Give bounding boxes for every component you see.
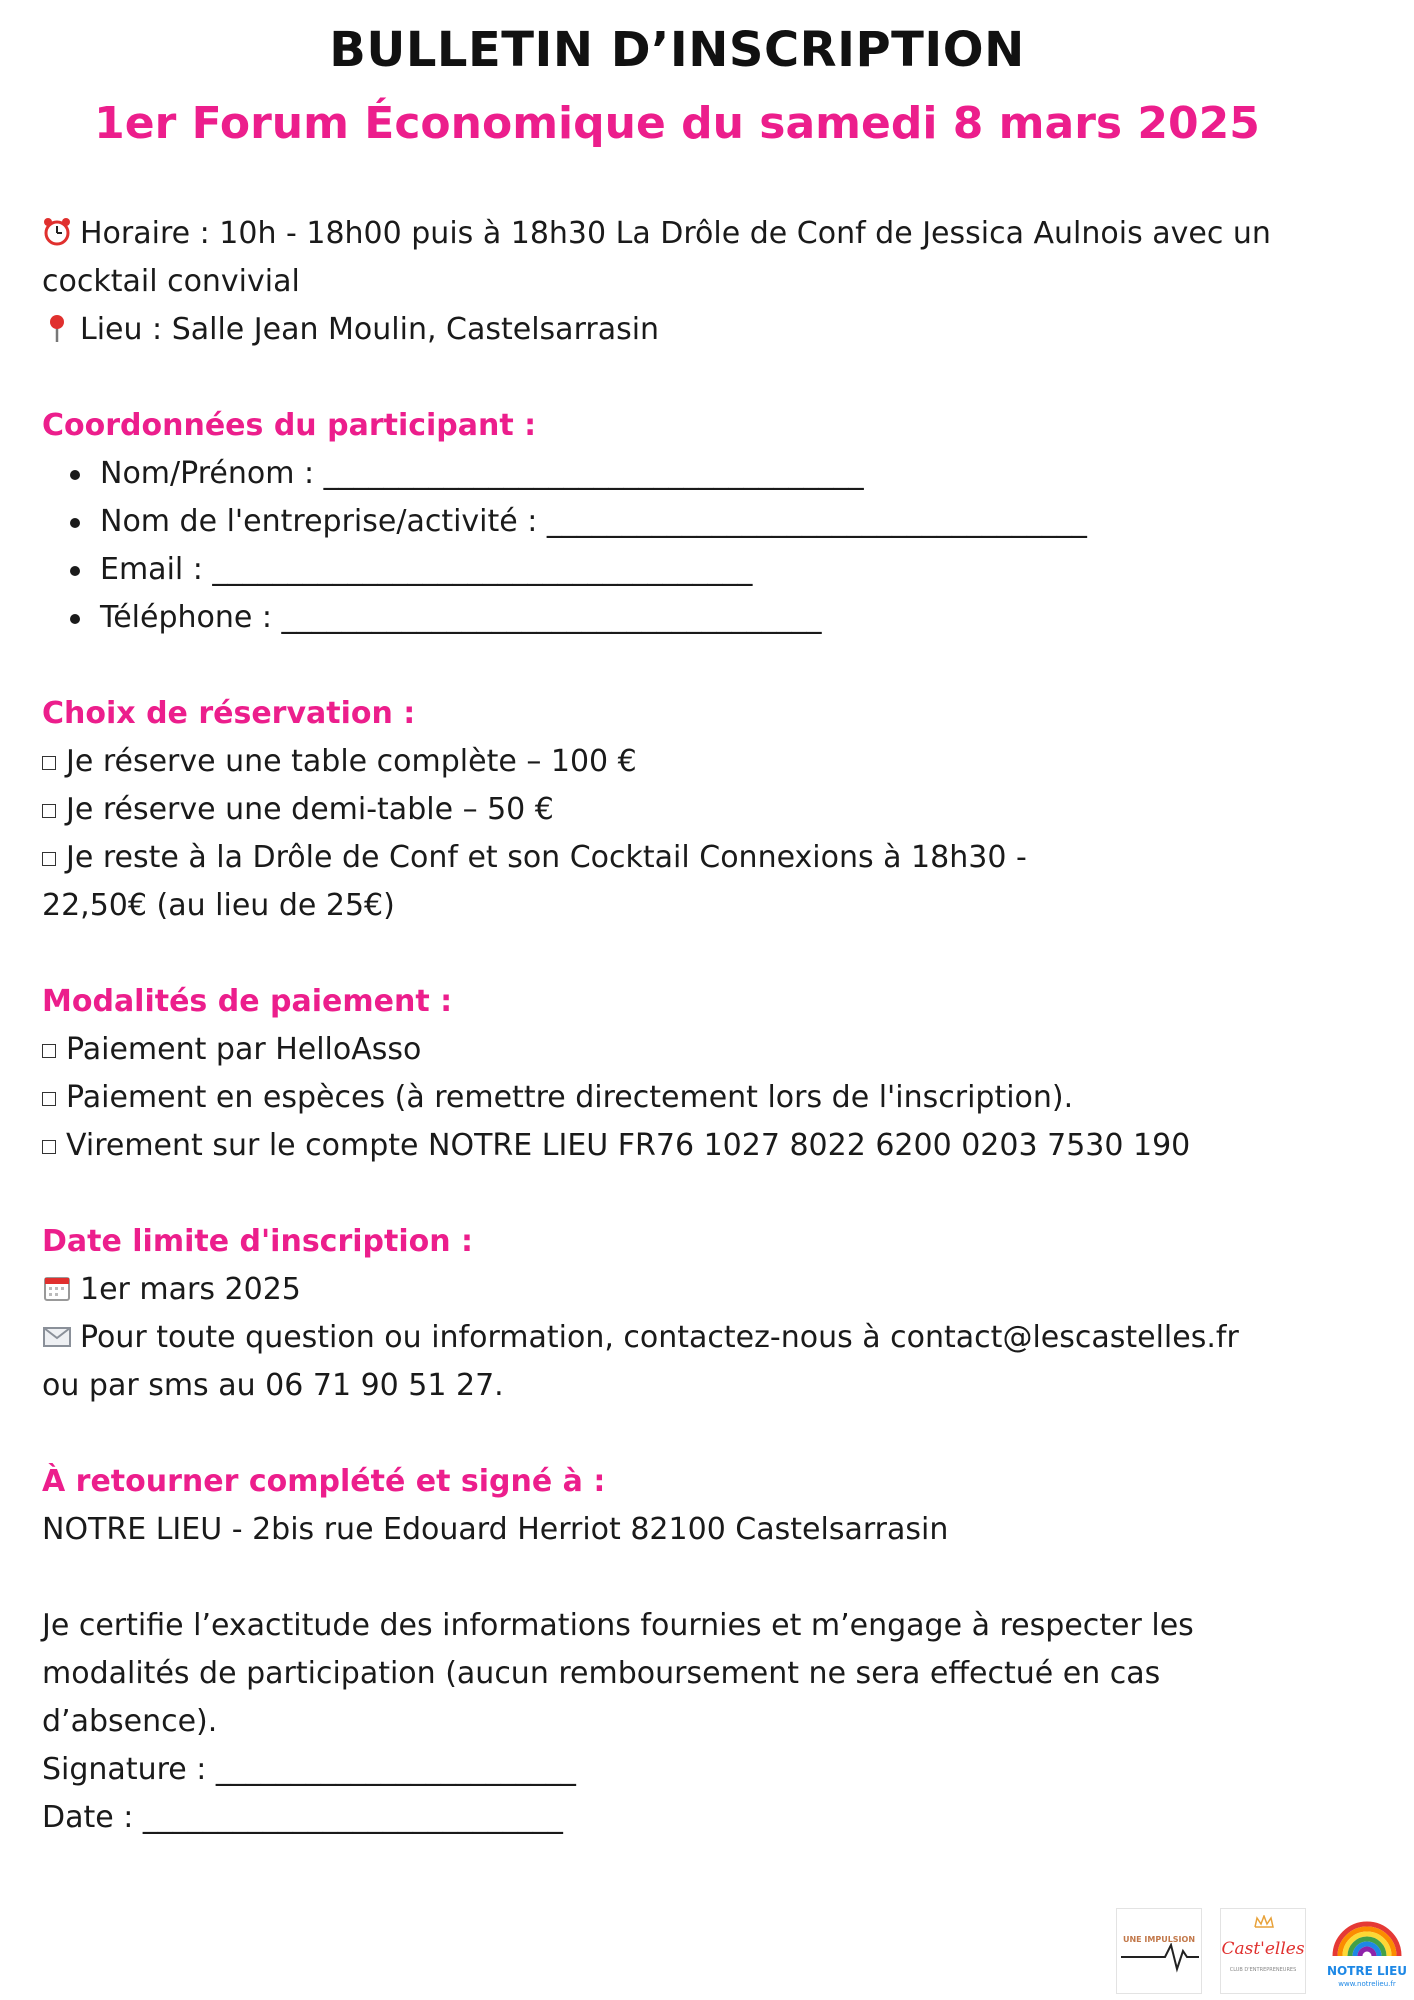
certification-text: Je certifie l’exactitude des informations fournies et m’engage à respecter les modalités de participation (aucun remboursement ne sera effectué en cas d’absence). <box>42 1608 1194 1739</box>
deadline-section <box>42 1218 1372 1410</box>
contact-text: Pour toute question ou information, contactez-nous à contact@lescastelles.fr <box>80 1320 1239 1355</box>
page-title: BULLETIN D’INSCRIPTION <box>329 22 1025 78</box>
date-field[interactable]: Date : ____________________________ <box>42 1800 563 1835</box>
payment-option-transfer[interactable]: Virement sur le compte NOTRE LIEU FR76 1027 8022 6200 0203 7530 190 <box>42 1122 1372 1170</box>
field-phone[interactable]: Téléphone : ____________________________________ <box>60 594 1372 642</box>
checkbox[interactable] <box>42 804 56 818</box>
participant-heading: Coordonnées du participant : <box>42 408 537 443</box>
participant-fields <box>42 450 1372 642</box>
reservation-option-conf[interactable]: Je reste à la Drôle de Conf et son Cocktail Connexions à 18h30 - <box>42 834 1372 882</box>
checkbox[interactable] <box>42 1044 56 1058</box>
reservation-option-full-table[interactable]: Je réserve une table complète – 100 € <box>42 738 1372 786</box>
payment-heading: Modalités de paiement : <box>42 984 453 1019</box>
return-address: NOTRE LIEU - 2bis rue Edouard Herriot 82100 Castelsarrasin <box>42 1512 949 1547</box>
participant-section <box>42 402 1372 642</box>
return-heading: À retourner complété et signé à : <box>42 1464 606 1499</box>
envelope-icon <box>42 1321 72 1351</box>
event-info <box>42 210 1372 354</box>
return-section <box>42 1458 1372 1554</box>
checkbox[interactable] <box>42 756 56 770</box>
schedule-text: Horaire : 10h - 18h00 puis à 18h30 La Drôle de Conf de Jessica Aulnois avec un cocktail convivial <box>42 216 1271 299</box>
deadline-date: 1er mars 2025 <box>80 1272 301 1307</box>
field-company[interactable]: Nom de l'entreprise/activité : ____________________________________ <box>60 498 1372 546</box>
payment-section <box>42 978 1372 1170</box>
payment-option-helloasso[interactable]: Paiement par HelloAsso <box>42 1026 1372 1074</box>
reservation-section <box>42 690 1372 930</box>
payment-option-cash[interactable]: Paiement en espèces (à remettre directement lors de l'inscription). <box>42 1074 1372 1122</box>
schedule-line <box>42 210 1372 306</box>
reservation-option-half-table[interactable]: Je réserve une demi-table – 50 € <box>42 786 1372 834</box>
certification-section <box>42 1602 1342 1842</box>
crown-icon <box>1253 1915 1275 1929</box>
rainbow-icon <box>1330 1918 1404 1958</box>
event-subtitle: 1er Forum Économique du samedi 8 mars 2025 <box>94 98 1260 149</box>
reservation-heading: Choix de réservation : <box>42 696 416 731</box>
location-text: Lieu : Salle Jean Moulin, Castelsarrasin <box>80 312 660 347</box>
field-email[interactable]: Email : ____________________________________ <box>60 546 1372 594</box>
calendar-icon <box>42 1273 72 1303</box>
location-line <box>42 306 1372 354</box>
contact-line <box>42 1314 1372 1362</box>
deadline-date-line <box>42 1266 1372 1314</box>
checkbox[interactable] <box>42 852 56 866</box>
heartbeat-icon <box>1121 1943 1199 1973</box>
castelles-logo: Cast'elles CLUB D'ENTREPRENEURES <box>1220 1908 1306 1994</box>
contact-sms: ou par sms au 06 71 90 51 27. <box>42 1368 504 1403</box>
notre-lieu-logo: NOTRE LIEU www.notrelieu.fr <box>1324 1908 1410 1994</box>
deadline-heading: Date limite d'inscription : <box>42 1224 474 1259</box>
reservation-option-conf-price: 22,50€ (au lieu de 25€) <box>42 888 395 923</box>
field-name[interactable]: Nom/Prénom : ____________________________________ <box>60 450 1372 498</box>
signature-field[interactable]: Signature : ________________________ <box>42 1752 576 1787</box>
pin-icon <box>42 313 72 343</box>
alarm-clock-icon <box>42 217 72 247</box>
checkbox[interactable] <box>42 1092 56 1106</box>
impulsion-logo: UNE IMPULSION <box>1116 1908 1202 1994</box>
checkbox[interactable] <box>42 1140 56 1154</box>
